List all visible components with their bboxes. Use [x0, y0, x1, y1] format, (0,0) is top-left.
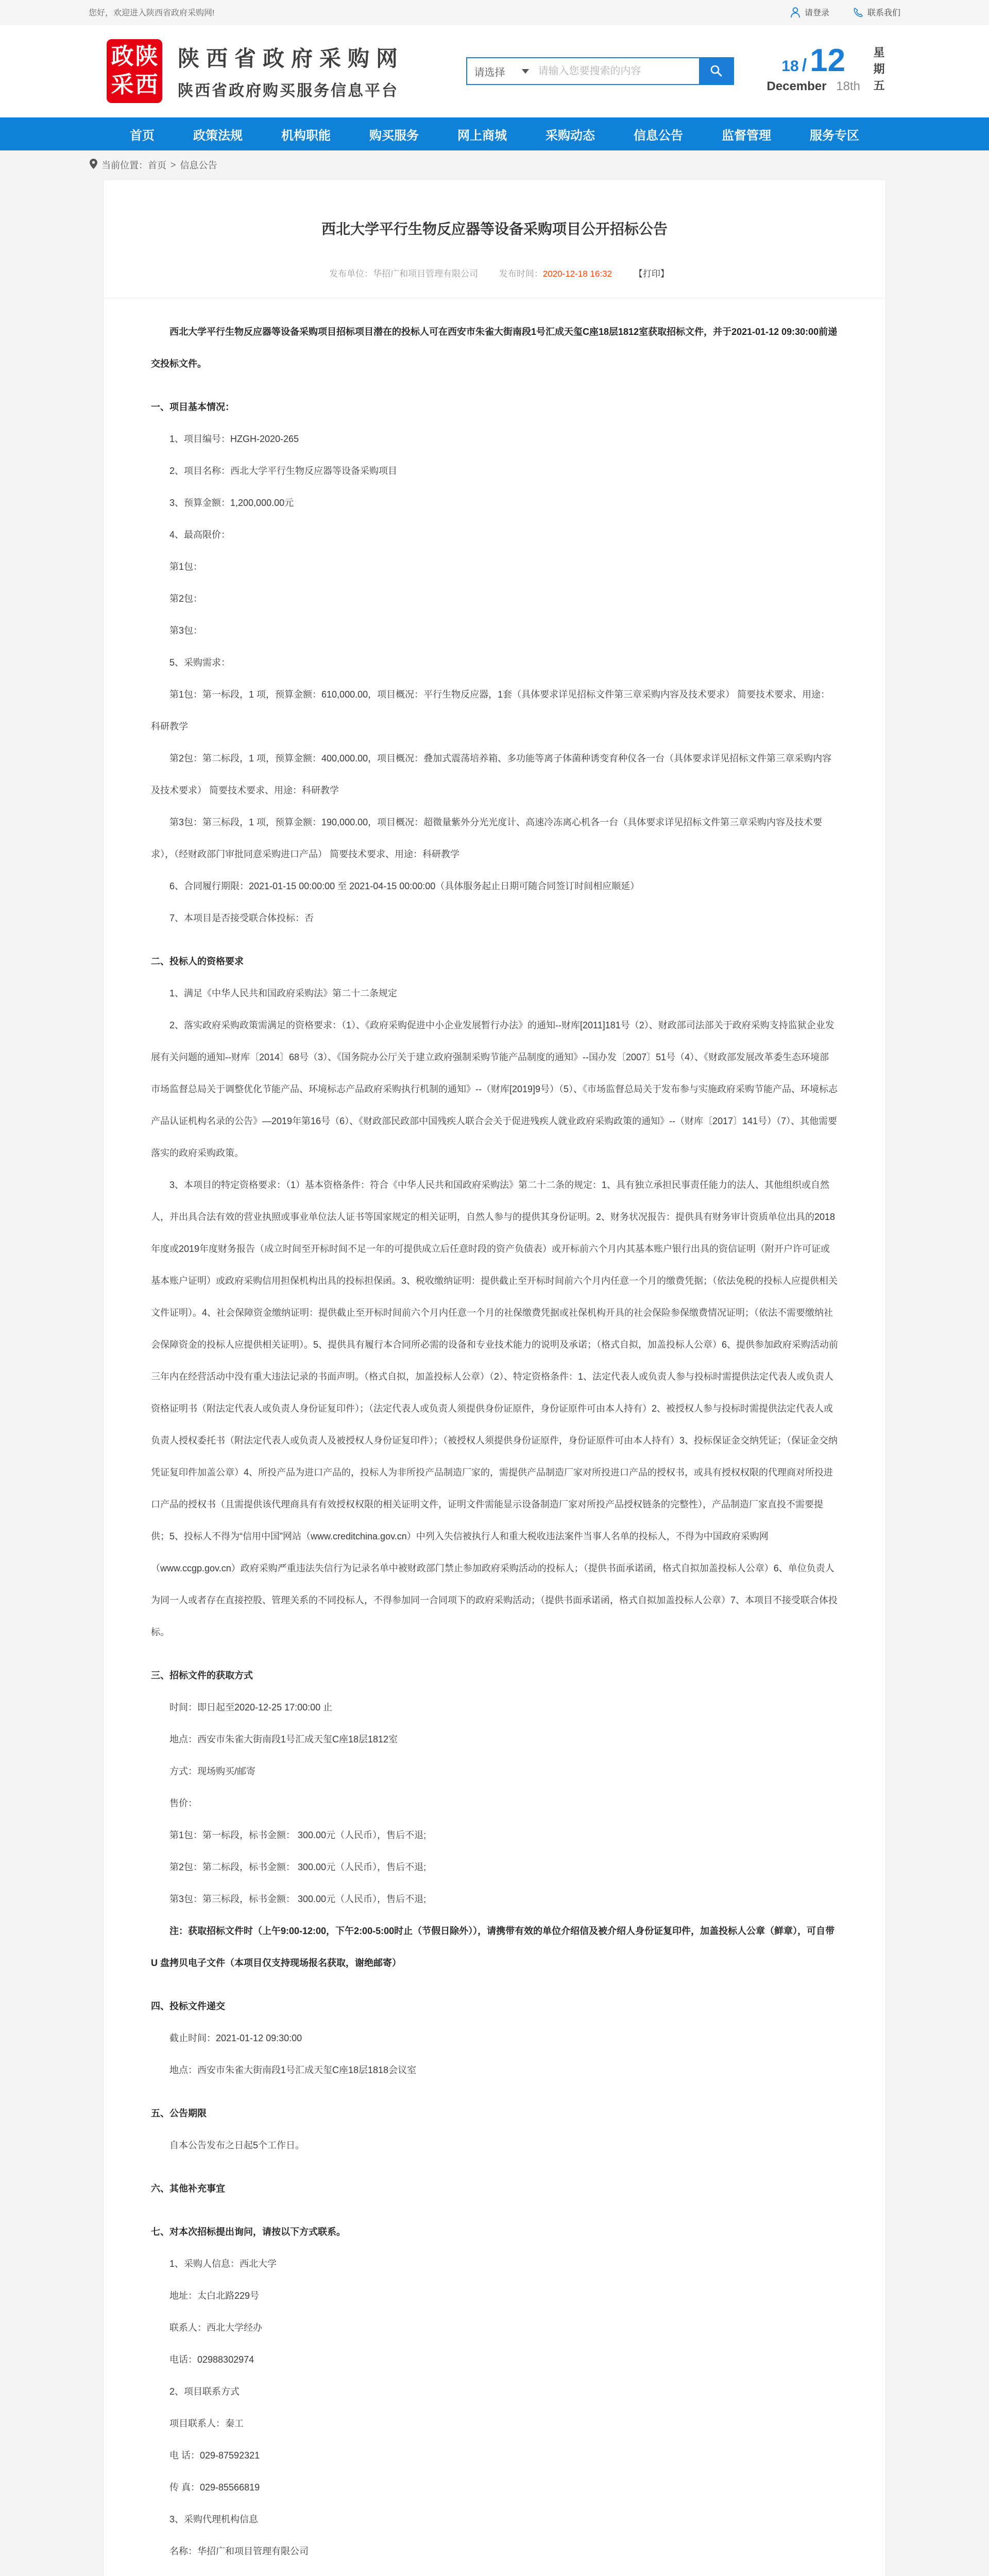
- site-logo-seal: [107, 39, 162, 103]
- section-heading: 七、对本次招标提出询问，请按以下方式联系。: [151, 2227, 346, 2237]
- article-paragraph: 6、合同履行期限：2021-01-15 00:00:00 至 2021-04-15 00:00:00（具体服务起止日期可随合同签订时间相应顺延）: [169, 881, 640, 891]
- phone-icon: [853, 7, 863, 18]
- article-paragraph: 传 真：029-85566819: [169, 2482, 260, 2493]
- seal-char: 陕: [135, 44, 158, 69]
- announcement-card: [103, 179, 886, 2576]
- article-paragraph: 1、项目编号：HZGH-2020-265: [169, 434, 299, 444]
- article-paragraph: 1、满足《中华人民共和国政府采购法》第二十二条规定: [169, 988, 398, 998]
- nav-item-4[interactable]: 购买服务: [369, 128, 419, 143]
- date-weekday: 星期五: [872, 46, 885, 96]
- date-widget: [766, 43, 912, 96]
- search-select-label: 请选择: [474, 66, 505, 78]
- nav-item-9[interactable]: 服务专区: [810, 128, 859, 143]
- article-paragraph: 售价：: [169, 1798, 197, 1808]
- search-box: [466, 57, 734, 85]
- search-icon: [709, 64, 723, 79]
- article-paragraph: 名称：华招广和项目管理有限公司: [169, 2546, 309, 2556]
- nav-menu: [0, 117, 989, 150]
- breadcrumb-separator: >: [170, 159, 176, 170]
- print-button[interactable]: 【打印】: [634, 269, 669, 279]
- article-paragraph: 截止时间：2021-01-12 09:30:00: [169, 2033, 302, 2043]
- article-paragraph: 电 话：029-87592321: [169, 2450, 260, 2461]
- login-label: 请登录: [804, 9, 829, 18]
- site-title: 陕西省政府采购网: [178, 46, 405, 71]
- contact-label: 联系我们: [867, 9, 900, 18]
- article-paragraph: 地点：西安市朱雀大街南段1号汇成天玺C座18层1812室: [169, 1734, 398, 1744]
- search-input[interactable]: [535, 58, 699, 84]
- site-header: [0, 25, 989, 117]
- search-category-select[interactable]: [467, 58, 535, 84]
- article-paragraph: 3、采购代理机构信息: [169, 2514, 259, 2524]
- article-paragraph: 注：获取招标文件时（上午9:00-12:00，下午2:00-5:00时止（节假日除外）），请携带有效的单位介绍信及被介绍人身份证复印件，加盖投标人公章（鲜章），可自带 U 盘拷贝电子文件（本项目仅支持现场报名获取，谢绝邮寄）: [151, 1926, 835, 1968]
- nav-item-6[interactable]: 采购动态: [545, 128, 595, 143]
- section-heading: 三、招标文件的获取方式: [151, 1670, 253, 1681]
- article-paragraph: 2、项目名称：西北大学平行生物反应器等设备采购项目: [169, 466, 398, 476]
- chevron-down-icon: [522, 69, 529, 74]
- search-button[interactable]: [699, 58, 733, 84]
- article-paragraph: 3、本项目的特定资格要求：（1）基本资格条件：符合《中华人民共和国政府采购法》第二十二条的规定：1、具有独立承担民事责任能力的法人、其他组织或自然人，并出具合法有效的营业执照或事业单位法人证书等国家规定的相关证明，自然人参与的提供其身份证明。2、财务状况报告：提供具有财务审计资质单位出具的2018年度或2019年度财务报告（成立时间至开标时间不足一年的可提供成立后任意时段的资产负债表）或开标前六个月内其基本账户银行出具的资信证明（附开户许可证或基本账户证明）或政府采购信用担保机构出具的投标担保函。3、税收缴纳证明：提供截止至开标时间前六个月内任意一个月的缴费凭据；（依法免税的投标人应提供相关文件证明）。4、社会保障资金缴纳证明：提供截止至开标时间前六个月内任意一个月的社保缴费凭据或社保机构开具的社会保险参保缴费情况证明；（依法不需要缴纳社会保障资金的投标人应提供相关证明）。5、提供具有履行本合同所必需的设备和专业技术能力的说明及承诺；（格式自拟，加盖投标人公章）6、提供参加政府采购活动前三年内在经营活动中没有重大违法记录的书面声明。（格式自拟，加盖投标人公章）（2）、特定资格条件：1、法定代表人或负责人参与投标时需提供法定代表人或负责人资格证明书（附法定代表人或负责人身份证复印件）；（法定代表人或负责人须提供身份证原件，身份证原件可由本人持有）2、被授权人参与投标时需提供法定代表人或负责人授权委托书（附法定代表人或负责人及被授权人身份证复印件）；（被授权人须提供身份证原件，身份证原件可由本人持有）3、投标保证金交纳凭证；（保证金交纳凭证复印件加盖公章）4、所投产品为进口产品的，投标人为非所投产品制造厂家的，需提供产品制造厂家对所投进口产品的授权书，或具有授权权限的代理商对所投进口产品的授权书（且需提供该代理商具有有效授权权限的相关证明文件，证明文件需能显示设备制造厂家对所投产品授权链条的完整性），产品制造厂家直投不需要提供；5、投标人不得为“信用中国”网站（www.creditchina.gov.cn）中列入失信被执行人和重大税收违法案件当事人名单的投标人，不得为中国政府采购网（www.ccgp.gov.cn）政府采购严重违法失信行为记录名单中被财政部门禁止参加政府采购活动的投标人；（提供书面承诺函，格式自拟加盖投标人公章）6、单位负责人为同一人或者存在直接控股、管理关系的不同投标人，不得参加同一合同项下的政府采购活动；（提供书面承诺函，格式自拟加盖投标人公章）7、本项目不接受联合体投标。: [151, 1180, 839, 1637]
- section-heading: 五、公告期限: [151, 2108, 207, 2119]
- article-paragraph: 第3包：: [169, 625, 203, 636]
- page-title: 西北大学平行生物反应器等设备采购项目公开招标公告: [321, 221, 668, 237]
- seal-char: 采: [111, 72, 134, 97]
- article-paragraph: 时间：即日起至2020-12-25 17:00:00 止: [169, 1702, 333, 1713]
- breadcrumb: [0, 150, 989, 179]
- date-month: 12: [810, 43, 846, 78]
- date-day: 18: [781, 58, 799, 75]
- nav-item-2[interactable]: 政策法规: [193, 128, 243, 143]
- breadcrumb-current: 信息公告: [180, 160, 217, 171]
- user-icon: [790, 7, 800, 18]
- nav-item-7[interactable]: 信息公告: [634, 128, 683, 143]
- top-utility-bar: [0, 0, 989, 25]
- publish-time-label: 发布时间：: [499, 269, 543, 279]
- breadcrumb-label: 当前位置：: [101, 160, 148, 171]
- article-paragraph: 5、采购需求：: [169, 657, 231, 668]
- publisher-value: 华招广和项目管理有限公司: [373, 269, 479, 279]
- nav-item-8[interactable]: 监督管理: [722, 128, 771, 143]
- site-subtitle: 陕西省政府购买服务信息平台: [178, 82, 399, 99]
- article-paragraph: 第2包：第二标段，标书金额： 300.00元（人民币），售后不退;: [169, 1862, 427, 1872]
- section-heading: 六、其他补充事宜: [151, 2183, 225, 2194]
- date-day-ordinal: 18th: [836, 79, 860, 93]
- date-month-name: December: [766, 79, 827, 93]
- article-paragraph: 自本公告发布之日起5个工作日。: [169, 2140, 305, 2150]
- section-heading: 四、投标文件递交: [151, 2001, 225, 2011]
- nav-item-5[interactable]: 网上商城: [457, 128, 507, 143]
- nav-item-1[interactable]: 首页: [130, 128, 155, 143]
- article-meta: [104, 266, 885, 279]
- article-paragraph: 项目联系人：秦工: [169, 2418, 244, 2429]
- welcome-text: 您好，欢迎进入陕西省政府采购网!: [89, 9, 215, 18]
- date-slash: /: [802, 56, 807, 75]
- article-paragraph: 第1包：第一标段，1 项，预算金额：610,000.00，项目概况：平行生物反应器，1套（具体要求详见招标文件第三章采购内容及技术要求） 简要技术要求、用途：科研教学: [151, 689, 830, 732]
- location-pin-icon: [90, 159, 101, 172]
- breadcrumb-home[interactable]: 首页: [148, 160, 166, 171]
- article-paragraph: 第2包：第二标段，1 项，预算金额：400,000.00，项目概况：叠加式震荡培养箱、多功能等离子体菌种诱变育种仪各一台（具体要求详见招标文件第三章采购内容及技术要求） 简要技术要求、用途：科研教学: [151, 753, 832, 795]
- article-paragraph: 第1包：: [169, 562, 203, 572]
- article-paragraph: [151, 2567, 838, 2576]
- seal-char: 西: [135, 72, 158, 97]
- contact-link[interactable]: [853, 6, 900, 18]
- article-paragraph: 地址：太白北路229号: [169, 2291, 260, 2301]
- article-paragraph: 第2包：: [169, 594, 203, 604]
- article-paragraph: 西北大学平行生物反应器等设备采购项目招标项目潜在的投标人可在西安市朱雀大街南段1号汇成天玺C座18层1812室获取招标文件，并于2021-01-12 09:30:00前递交投标文件。: [151, 327, 838, 369]
- publish-time-value: 2020-12-18 16:32: [542, 269, 612, 279]
- article-paragraph: 2、落实政府采购政策需满足的资格要求：（1）、《政府采购促进中小企业发展暂行办法》的通知--财库[2011]181号（2）、财政部司法部关于政府采购支持监狱企业发展有关问题的通知--财库〔2014〕68号（3）、《国务院办公厅关于建立政府强制采购节能产品制度的通知》--国办发〔2007〕51号（4）、《财政部发展改革委生态环境部市场监督总局关于调整优化节能产品、环境标志产品政府采购执行机制的通知》--（财库[2019]9号）（5）、《市场监督总局关于发布参与实施政府采购节能产品、环境标志产品认证机构名录的公告》—2019年第16号（6）、《财政部民政部中国残疾人联合会关于促进残疾人就业政府采购政策的通知》--（财库〔2017〕141号）（7）、其他需要落实的政府采购政策。: [151, 1020, 838, 1158]
- article-paragraph: 地点：西安市朱雀大街南段1号汇成天玺C座18层1818会议室: [169, 2065, 417, 2075]
- seal-char: 政: [111, 44, 134, 69]
- nav-item-3[interactable]: 机构职能: [281, 128, 331, 143]
- article-paragraph: 方式：现场购买/邮寄: [169, 1766, 256, 1776]
- article-paragraph: 2、项目联系方式: [169, 2386, 240, 2397]
- article-paragraph: 3、预算金额：1,200,000.00元: [169, 498, 294, 508]
- article-paragraph: 4、最高限价：: [169, 530, 231, 540]
- publisher-label: 发布单位：: [329, 269, 373, 279]
- article-paragraph: 1、采购人信息：西北大学: [169, 2259, 277, 2269]
- article-paragraph: 第3包：第三标段，标书金额： 300.00元（人民币），售后不退;: [169, 1894, 427, 1904]
- article-paragraph: 第1包：第一标段，标书金额： 300.00元（人民币），售后不退;: [169, 1830, 427, 1840]
- article-body: [104, 298, 885, 2576]
- article-paragraph: 联系人：西北大学经办: [169, 2323, 262, 2333]
- article-paragraph: 第3包：第三标段，1 项，预算金额：190,000.00，项目概况：超微量紫外分光光度计、高速冷冻离心机各一台（具体要求详见招标文件第三章采购内容及技术要求），（经财政部门审批同意采购进口产品） 简要技术要求、用途：科研教学: [151, 817, 823, 859]
- login-link[interactable]: [790, 6, 829, 18]
- section-heading: 一、项目基本情况：: [151, 402, 234, 412]
- section-heading: 二、投标人的资格要求: [151, 956, 244, 967]
- article-paragraph: 7、本项目是否接受联合体投标：否: [169, 913, 314, 923]
- article-paragraph: 电话：02988302974: [169, 2354, 254, 2365]
